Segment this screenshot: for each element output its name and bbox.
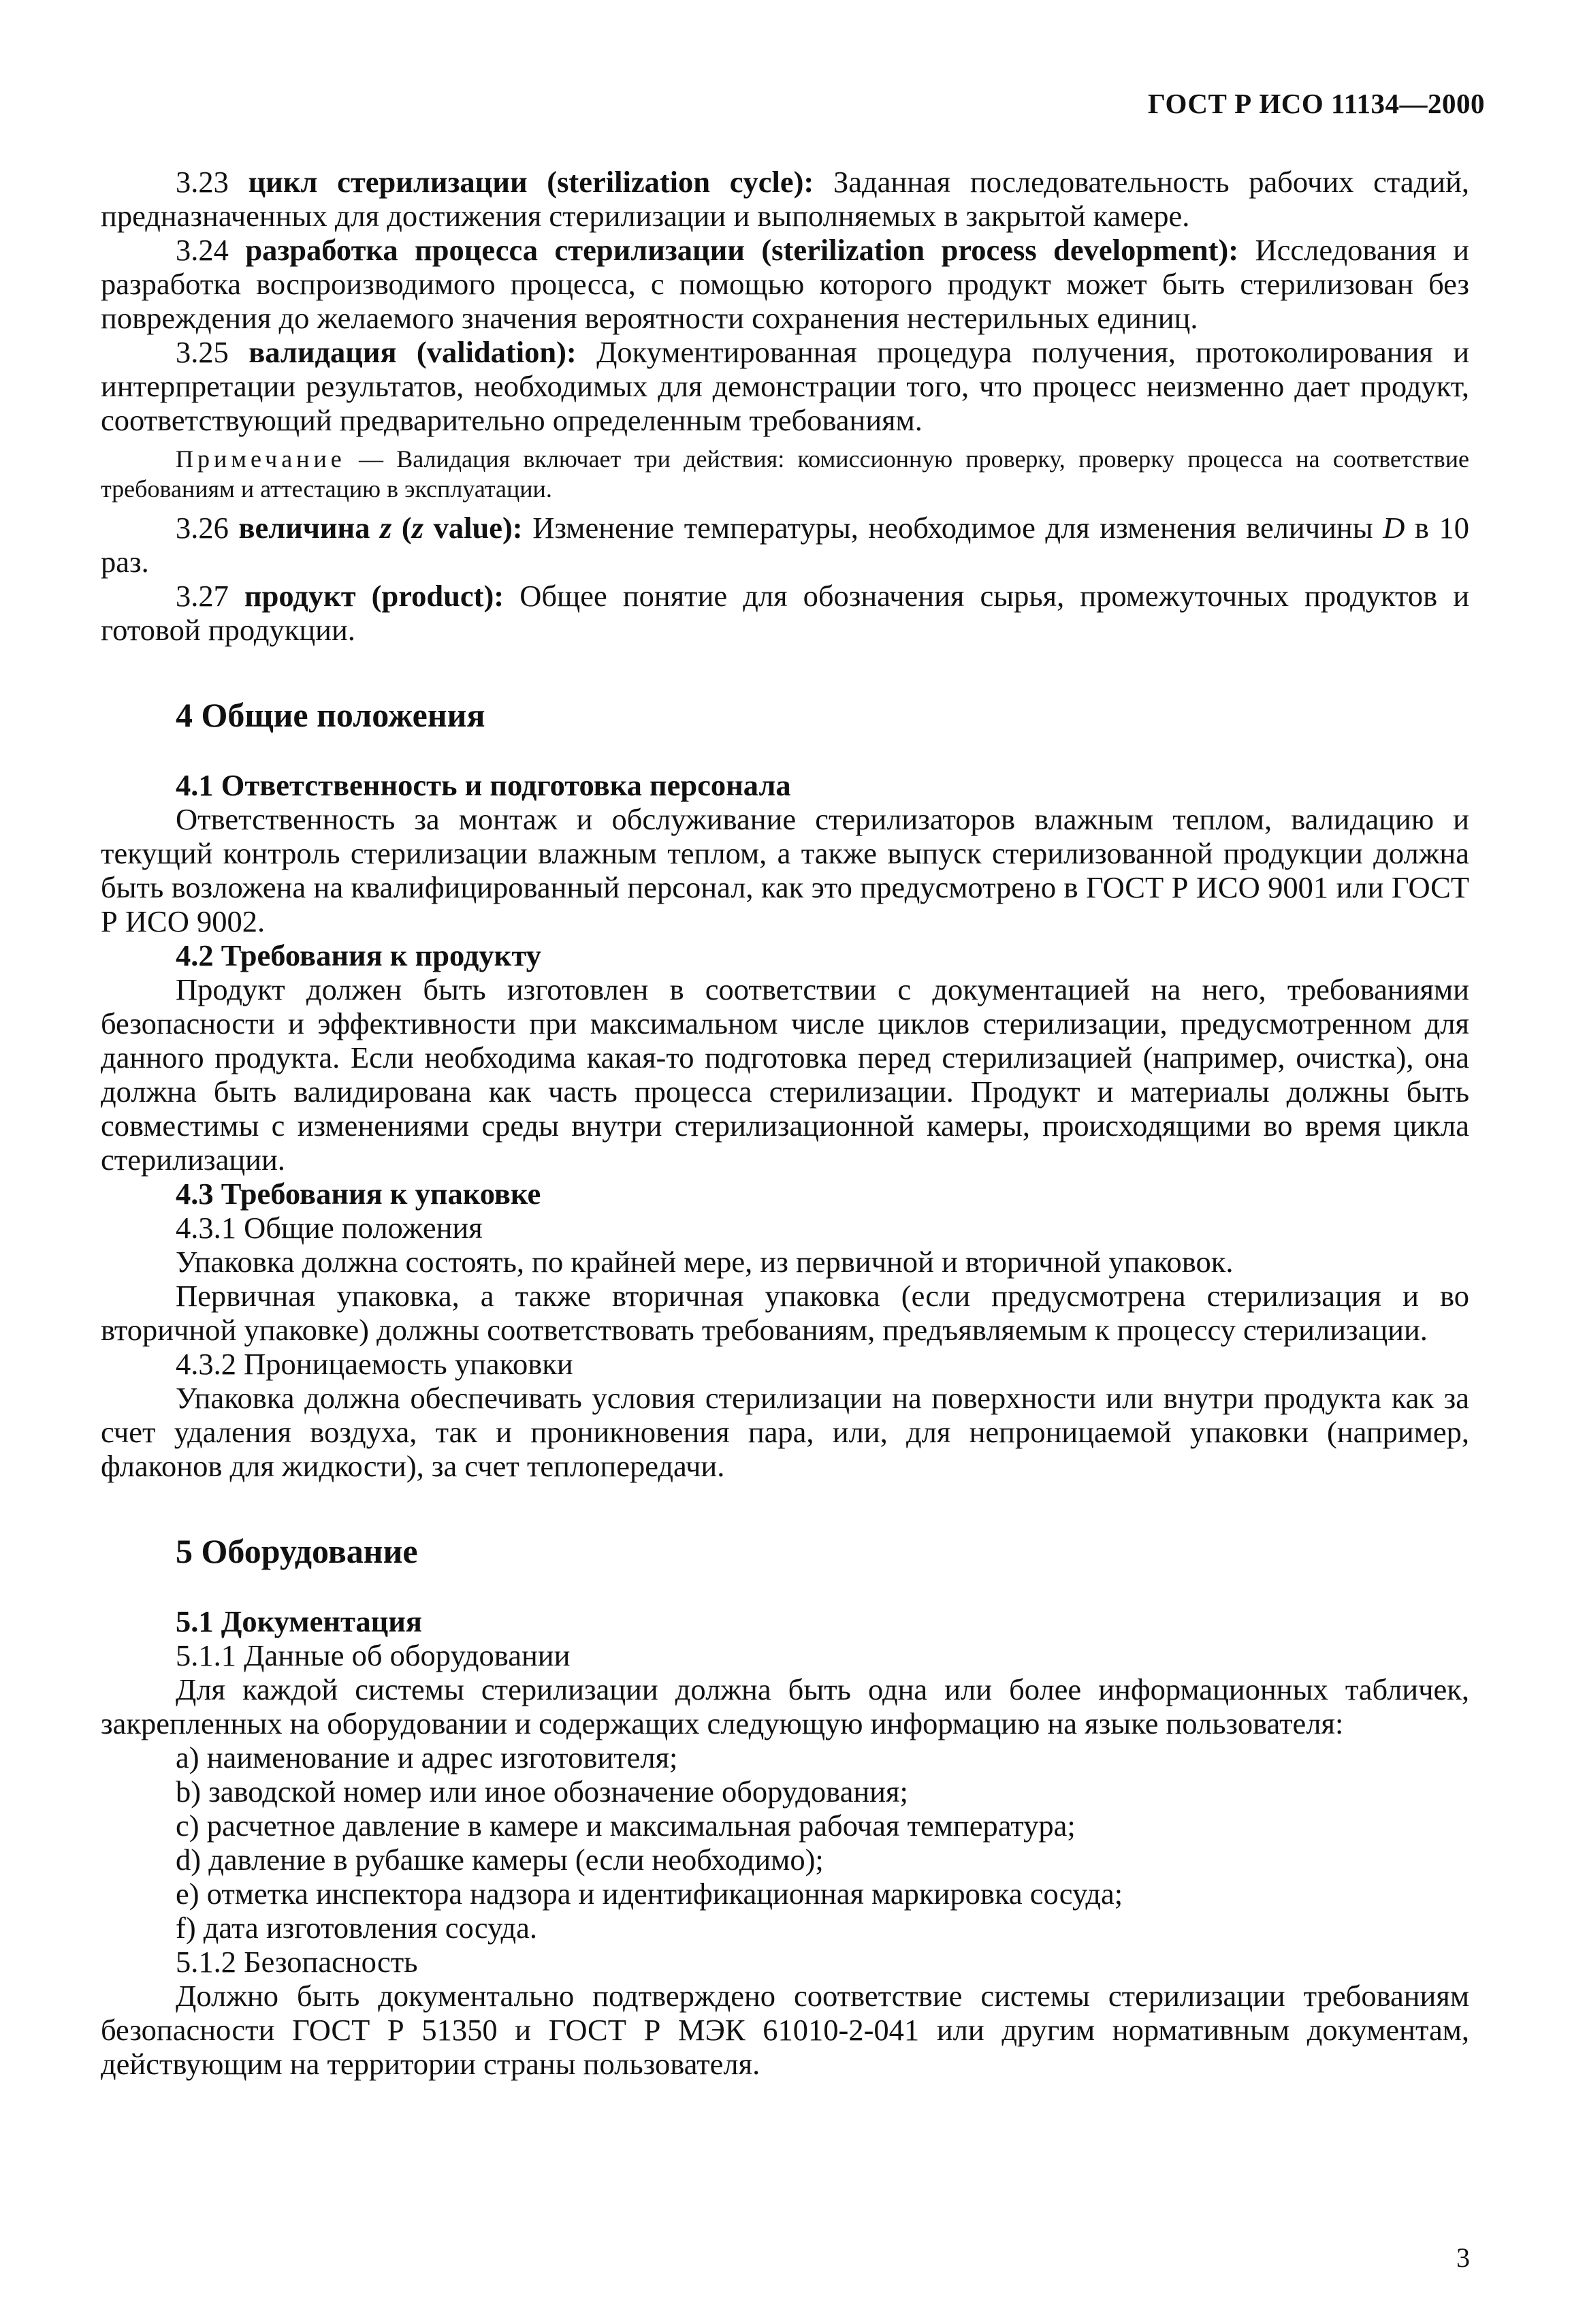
term-title-part: (: [391, 511, 412, 545]
section-5-1-1-text: Для каждой системы стерилизации должна быть одна или более информационных табличек, закрепленных на оборудовании и содержащих следующую информацию на языке пользователя:: [101, 1672, 1469, 1740]
term-title: цикл стерилизации (sterilization cycle):: [248, 165, 814, 199]
term-number: 3.24: [176, 233, 229, 267]
term-3-26: [101, 511, 1469, 579]
section-4-3-1-heading: 4.3.1 Общие положения: [176, 1211, 483, 1245]
document-body: [101, 165, 1469, 2081]
term-title-part: value):: [423, 511, 523, 545]
term-number: 3.27: [176, 579, 229, 613]
section-4-3-2-heading: 4.3.2 Проницаемость упаковки: [176, 1347, 573, 1381]
term-3-27: [101, 579, 1469, 647]
section-4-1-heading: 4.1 Ответственность и подготовка персонала: [176, 768, 791, 802]
term-number: 3.25: [176, 335, 229, 369]
section-4-3-1-text-1: Упаковка должна состоять, по крайней мере, из первичной и вторичной упаковок.: [176, 1245, 1234, 1279]
document-header-code: ГОСТ Р ИСО 11134—2000: [1147, 88, 1485, 119]
note-text: — Валидация включает три действия: комиссионную проверку, проверку процесса на соответствие требованиям и аттестацию в эксплуатации.: [101, 445, 1469, 503]
term-definition: Общее понятие для обозначения сырья, промежуточных продуктов и готовой продукции.: [101, 579, 1470, 647]
term-definition-d: D: [1383, 511, 1405, 545]
section-5-1-1-heading: 5.1.1 Данные об оборудовании: [176, 1638, 571, 1672]
list-item: a) наименование и адрес изготовителя;: [176, 1740, 678, 1774]
term-definition-end: в 10 раз.: [101, 511, 1469, 579]
section-4-1-text: Ответственность за монтаж и обслуживание стерилизаторов влажным теплом, валидацию и текущий контроль стерилизации влажным теплом, а также выпуск стерилизованной продукции должна быть возложена на квалифицированный персонал, как это предусмотрено в ГОСТ Р ИСО 9001 или ГОСТ Р ИСО 9002.: [101, 802, 1469, 938]
term-title: продукт (product):: [244, 579, 504, 613]
section-4-3-1-text-2: Первичная упаковка, а также вторичная упаковка (если предусмотрена стерилизация и во вторичной упаковке) должны соответствовать требованиям, предъявляемым к процессу стерилизации.: [101, 1279, 1469, 1347]
term-number: 3.23: [176, 165, 229, 199]
term-3-23: [101, 165, 1469, 233]
section-5-1-heading: 5.1 Документация: [176, 1604, 422, 1638]
term-title-part: величина: [238, 511, 381, 545]
term-title-z: z: [380, 511, 392, 545]
term-3-25: [101, 335, 1469, 437]
term-definition: Изменение температуры, необходимое для изменения величины: [522, 511, 1383, 545]
list-item: f) дата изготовления сосуда.: [176, 1911, 538, 1945]
list-item: d) давление в рубашке камеры (если необходимо);: [176, 1843, 824, 1877]
term-number: 3.26: [176, 511, 229, 545]
term-3-24: [101, 233, 1469, 335]
section-4-3-2-text: Упаковка должна обеспечивать условия стерилизации на поверхности или внутри продукта как за счет удаления воздуха, так и проникновения пара, или, для непроницаемой упаковки (например, флаконов для жидкости), за счет теплопередачи.: [101, 1381, 1469, 1483]
term-title: разработка процесса стерилизации (sterilization process development):: [245, 233, 1239, 267]
term-definition: Документированная процедура получения, протоколирования и интерпретации результатов, необходимых для демонстрации того, что процесс неизменно дает продукт, соответствующий предварительно определенным требованиям.: [101, 335, 1470, 437]
term-title: [238, 511, 522, 545]
section-5-1-2-heading: 5.1.2 Безопасность: [176, 1945, 418, 1979]
term-title-z: z: [411, 511, 424, 545]
term-definition: Исследования и разработка воспроизводимого процесса, с помощью которого продукт может быть стерилизован без повреждения до желаемого значения вероятности сохранения нестерильных единиц.: [101, 233, 1470, 335]
section-4-2-text: Продукт должен быть изготовлен в соответствии с документацией на него, требованиями безопасности и эффективности при максимальном числе циклов стерилизации, предусмотренном для данного продукта. Если необходима какая-то подготовка перед стерилизацией (например, очистка), она должна быть валидирована как часть процесса стерилизации. Продукт и материалы должны быть совместимы с изменениями среды внутри стерилизационной камеры, происходящими во время цикла стерилизации.: [101, 972, 1469, 1177]
section-4-heading: 4 Общие положения: [176, 696, 485, 734]
section-5-heading: 5 Оборудование: [176, 1532, 418, 1570]
term-definition: Заданная последовательность рабочих стадий, предназначенных для достижения стерилизации и выполняемых в закрытой камере.: [101, 165, 1470, 233]
section-4-3-heading: 4.3 Требования к упаковке: [176, 1177, 541, 1211]
page-number: 3: [1456, 2242, 1470, 2273]
note-label: Примечание: [176, 445, 346, 473]
list-item: b) заводской номер или иное обозначение оборудования;: [176, 1774, 908, 1809]
term-title: валидация (validation):: [249, 335, 577, 369]
section-4-2-heading: 4.2 Требования к продукту: [176, 938, 541, 972]
list-item: c) расчетное давление в камере и максимальная рабочая температура;: [176, 1809, 1076, 1843]
list-item: e) отметка инспектора надзора и идентификационная маркировка сосуда;: [176, 1877, 1123, 1911]
note-validation: [101, 444, 1469, 504]
section-5-1-2-text: Должно быть документально подтверждено соответствие системы стерилизации требованиям безопасности ГОСТ Р 51350 и ГОСТ Р МЭК 61010-2-041 или другим нормативным документам, действующим на территории страны пользователя.: [101, 1979, 1469, 2081]
